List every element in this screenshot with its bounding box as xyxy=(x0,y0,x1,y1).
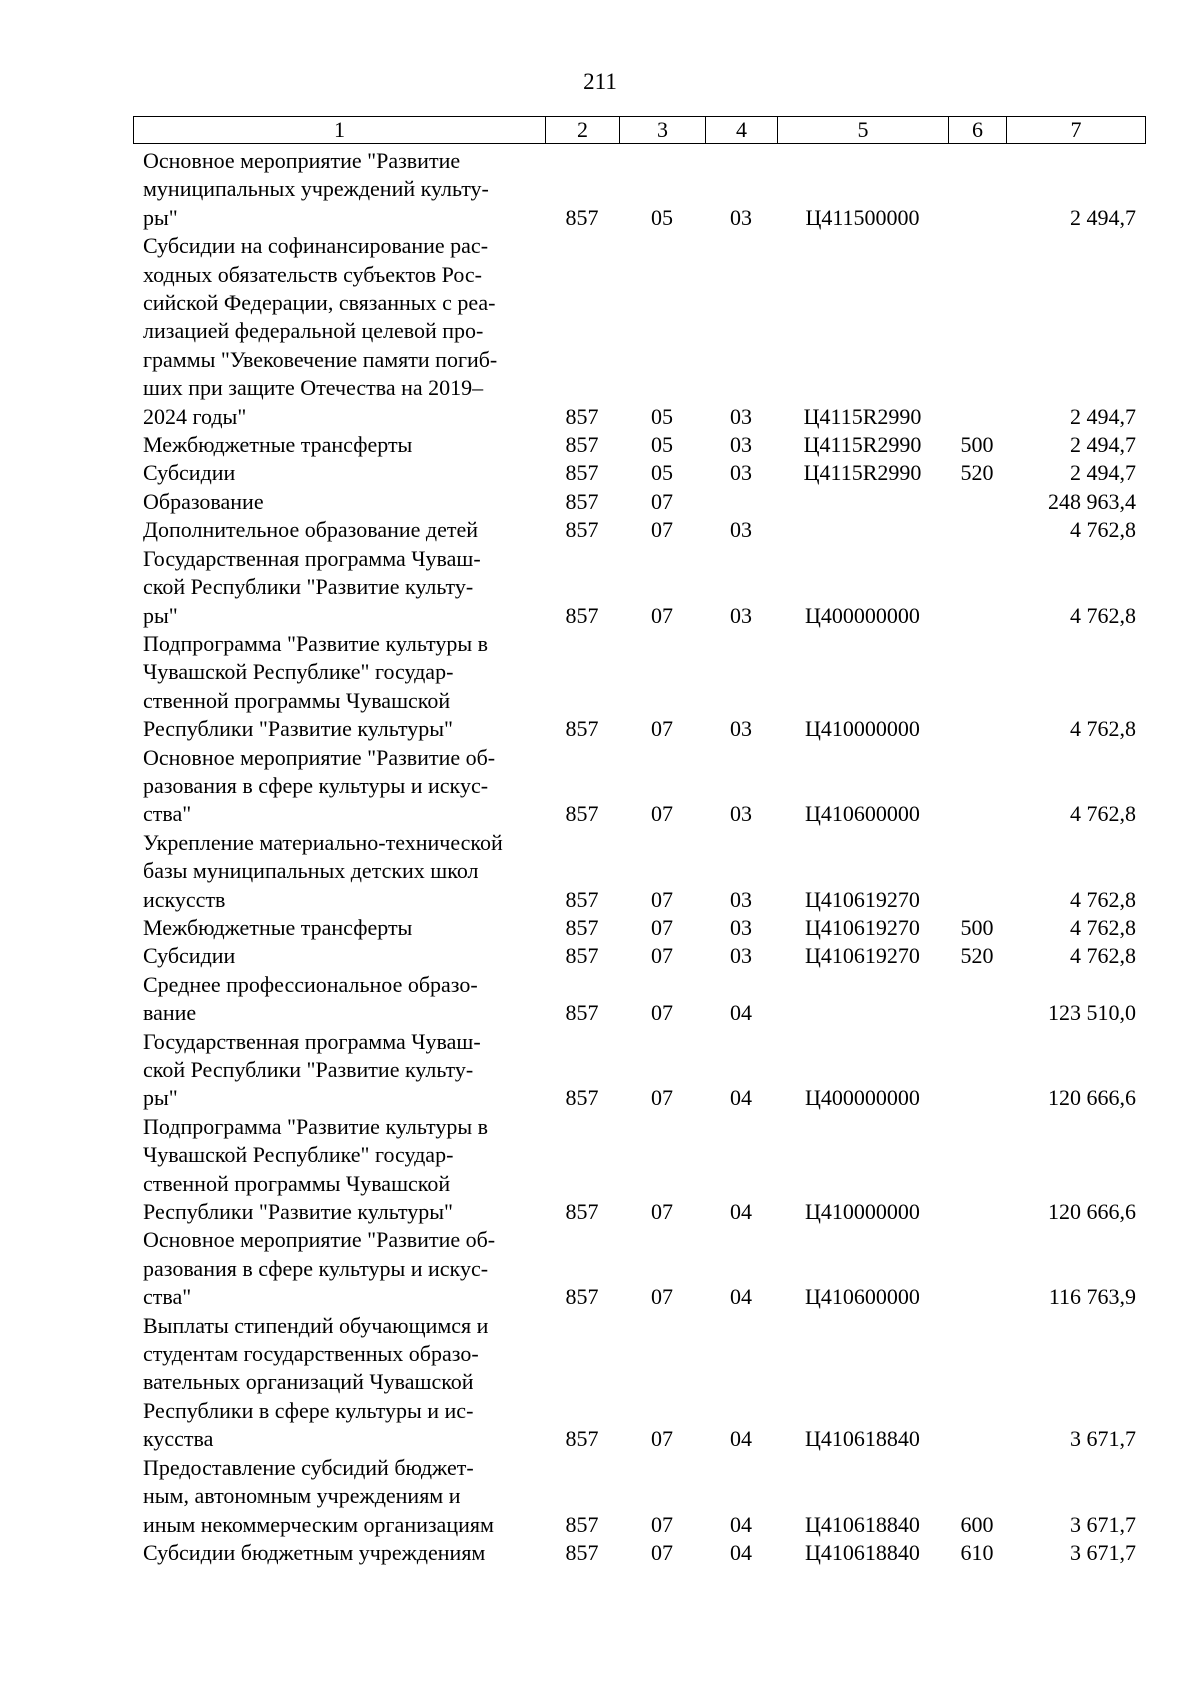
target-item-code-cell: Ц411500000 xyxy=(805,204,920,230)
subsection-code-cell: 04 xyxy=(730,1426,752,1452)
table-row xyxy=(0,1454,1200,1539)
table-row xyxy=(0,942,1200,970)
section-code-cell: 05 xyxy=(651,432,673,458)
amount-cell: 4 762,8 xyxy=(1070,602,1136,628)
row-name: Подпрограмма "Развитие культуры в Чувашской Республике" государ- ственной программы Чувашской Республики "Развитие культуры" xyxy=(143,630,489,742)
table-row xyxy=(0,516,1200,544)
subsection-code-cell: 03 xyxy=(730,517,752,543)
amount-cell: 123 510,0 xyxy=(1048,1000,1136,1026)
ministry-code-cell: 857 xyxy=(565,1426,599,1452)
section-code-cell: 07 xyxy=(651,1426,673,1452)
section-code-cell: 07 xyxy=(651,801,673,827)
section-code-cell: 07 xyxy=(651,602,673,628)
amount-cell: 4 762,8 xyxy=(1070,517,1136,543)
amount-cell: 4 762,8 xyxy=(1070,943,1136,969)
table-row xyxy=(0,829,1200,914)
section-code-cell: 07 xyxy=(651,1539,673,1565)
amount-cell: 4 762,8 xyxy=(1070,886,1136,912)
target-item-code-cell: Ц400000000 xyxy=(805,602,920,628)
ministry-code-cell: 857 xyxy=(565,716,599,742)
row-name: Укрепление материально-технической базы муниципальных детских школ искусств xyxy=(143,829,503,912)
section-code-cell: 07 xyxy=(651,1511,673,1537)
table-row xyxy=(0,232,1200,431)
section-code-cell: 07 xyxy=(651,943,673,969)
section-code-cell: 05 xyxy=(651,403,673,429)
amount-cell: 3 671,7 xyxy=(1070,1539,1136,1565)
ministry-code-cell: 857 xyxy=(565,1539,599,1565)
ministry-code-cell: 857 xyxy=(565,403,599,429)
subsection-code-cell: 04 xyxy=(730,1085,752,1111)
amount-cell: 4 762,8 xyxy=(1070,716,1136,742)
column-header-1: 1 xyxy=(134,117,546,144)
table-row xyxy=(0,459,1200,487)
expense-type-code-cell: 520 xyxy=(960,460,994,486)
section-code-cell: 07 xyxy=(651,1085,673,1111)
subsection-code-cell: 04 xyxy=(730,1000,752,1026)
subsection-code-cell: 03 xyxy=(730,432,752,458)
page-number: 211 xyxy=(583,69,617,94)
column-header-2: 2 xyxy=(546,117,620,144)
row-name: Основное мероприятие "Развитие об- разования в сфере культуры и искус- ства" xyxy=(143,744,496,827)
expense-type-code-cell: 520 xyxy=(960,943,994,969)
ministry-code-cell: 857 xyxy=(565,602,599,628)
subsection-code-cell: 03 xyxy=(730,204,752,230)
table-row xyxy=(0,1113,1200,1227)
section-code-cell: 07 xyxy=(651,716,673,742)
ministry-code-cell: 857 xyxy=(565,460,599,486)
table-row xyxy=(0,1226,1200,1311)
section-code-cell: 07 xyxy=(651,1199,673,1225)
column-header-table xyxy=(133,116,1146,144)
target-item-code-cell: Ц4115R2990 xyxy=(803,403,922,429)
section-code-cell: 05 xyxy=(651,204,673,230)
row-name: Субсидии xyxy=(143,943,236,969)
row-name: Межбюджетные трансферты xyxy=(143,914,413,940)
expense-type-code-cell: 610 xyxy=(960,1539,994,1565)
row-name: Субсидии бюджетным учреждениям xyxy=(143,1539,486,1565)
target-item-code-cell: Ц4115R2990 xyxy=(803,460,922,486)
amount-cell: 2 494,7 xyxy=(1070,204,1136,230)
ministry-code-cell: 857 xyxy=(565,1511,599,1537)
subsection-code-cell: 03 xyxy=(730,602,752,628)
target-item-code-cell: Ц4115R2990 xyxy=(803,432,922,458)
ministry-code-cell: 857 xyxy=(565,1199,599,1225)
column-header-7: 7 xyxy=(1007,117,1146,144)
target-item-code-cell: Ц410000000 xyxy=(805,716,920,742)
subsection-code-cell: 03 xyxy=(730,716,752,742)
amount-cell: 120 666,6 xyxy=(1048,1199,1136,1225)
target-item-code-cell: Ц410619270 xyxy=(805,886,920,912)
table-row xyxy=(0,488,1200,516)
subsection-code-cell: 04 xyxy=(730,1199,752,1225)
section-code-cell: 07 xyxy=(651,914,673,940)
table-row xyxy=(0,545,1200,630)
row-name: Основное мероприятие "Развитие об- разования в сфере культуры и искус- ства" xyxy=(143,1227,496,1310)
ministry-code-cell: 857 xyxy=(565,432,599,458)
subsection-code-cell: 04 xyxy=(730,1539,752,1565)
amount-cell: 116 763,9 xyxy=(1048,1284,1136,1310)
target-item-code-cell: Ц410000000 xyxy=(805,1199,920,1225)
expense-type-code-cell: 500 xyxy=(960,432,994,458)
amount-cell: 2 494,7 xyxy=(1070,460,1136,486)
table-row xyxy=(0,971,1200,1028)
ministry-code-cell: 857 xyxy=(565,1085,599,1111)
amount-cell: 3 671,7 xyxy=(1070,1511,1136,1537)
ministry-code-cell: 857 xyxy=(565,886,599,912)
table-row xyxy=(0,1539,1200,1567)
target-item-code-cell: Ц410600000 xyxy=(805,801,920,827)
ministry-code-cell: 857 xyxy=(565,1000,599,1026)
amount-cell: 4 762,8 xyxy=(1070,914,1136,940)
target-item-code-cell: Ц410600000 xyxy=(805,1284,920,1310)
ministry-code-cell: 857 xyxy=(565,1284,599,1310)
table-row xyxy=(0,914,1200,942)
section-code-cell: 07 xyxy=(651,1284,673,1310)
target-item-code-cell: Ц400000000 xyxy=(805,1085,920,1111)
column-header-6: 6 xyxy=(949,117,1007,144)
row-name: Предоставление субсидий бюджет- ным, автономным учреждениям и иным некоммерческим организациям xyxy=(143,1454,494,1537)
table-body xyxy=(0,147,1200,1567)
column-header-5: 5 xyxy=(778,117,949,144)
row-name: Межбюджетные трансферты xyxy=(143,432,413,458)
row-name: Государственная программа Чуваш- ской Республики "Развитие культу- ры" xyxy=(143,545,481,628)
section-code-cell: 05 xyxy=(651,460,673,486)
subsection-code-cell: 03 xyxy=(730,801,752,827)
target-item-code-cell: Ц410619270 xyxy=(805,943,920,969)
row-name: Субсидии на софинансирование рас- ходных обязательств субъектов Рос- сийской Федерации, связанных с реа- лизацией федеральной целевой про- граммы "Увековечение памяти погиб- ших при защите Отечества на 2019– 2024 годы" xyxy=(143,233,498,429)
amount-cell: 2 494,7 xyxy=(1070,432,1136,458)
subsection-code-cell: 03 xyxy=(730,403,752,429)
table-row xyxy=(0,147,1200,232)
subsection-code-cell: 04 xyxy=(730,1284,752,1310)
section-code-cell: 07 xyxy=(651,488,673,514)
ministry-code-cell: 857 xyxy=(565,204,599,230)
table-row xyxy=(0,744,1200,829)
subsection-code-cell: 03 xyxy=(730,460,752,486)
ministry-code-cell: 857 xyxy=(565,801,599,827)
target-item-code-cell: Ц410618840 xyxy=(805,1539,920,1565)
subsection-code-cell: 03 xyxy=(730,914,752,940)
table-row xyxy=(0,1312,1200,1454)
row-name: Основное мероприятие "Развитие муниципальных учреждений культу- ры" xyxy=(143,148,489,230)
section-code-cell: 07 xyxy=(651,517,673,543)
column-header-4: 4 xyxy=(706,117,778,144)
row-name: Образование xyxy=(143,488,264,514)
subsection-code-cell: 04 xyxy=(730,1511,752,1537)
amount-cell: 248 963,4 xyxy=(1048,488,1136,514)
row-name: Подпрограмма "Развитие культуры в Чувашской Республике" государ- ственной программы Чувашской Республики "Развитие культуры" xyxy=(143,1113,489,1225)
section-code-cell: 07 xyxy=(651,1000,673,1026)
target-item-code-cell: Ц410619270 xyxy=(805,914,920,940)
target-item-code-cell: Ц410618840 xyxy=(805,1511,920,1537)
ministry-code-cell: 857 xyxy=(565,943,599,969)
table-row xyxy=(0,431,1200,459)
expense-type-code-cell: 500 xyxy=(960,914,994,940)
expense-type-code-cell: 600 xyxy=(960,1511,994,1537)
column-header-3: 3 xyxy=(620,117,706,144)
row-name: Выплаты стипендий обучающимся и студентам государственных образо- вательных организаций Чувашской Республики в сфере культуры и ис- кусства xyxy=(143,1312,489,1452)
ministry-code-cell: 857 xyxy=(565,914,599,940)
amount-cell: 4 762,8 xyxy=(1070,801,1136,827)
subsection-code-cell: 03 xyxy=(730,886,752,912)
row-name: Государственная программа Чуваш- ской Республики "Развитие культу- ры" xyxy=(143,1028,481,1111)
ministry-code-cell: 857 xyxy=(565,488,599,514)
row-name: Субсидии xyxy=(143,460,236,486)
table-row xyxy=(0,630,1200,744)
ministry-code-cell: 857 xyxy=(565,517,599,543)
section-code-cell: 07 xyxy=(651,886,673,912)
table-row xyxy=(0,1028,1200,1113)
row-name: Среднее профессиональное образо- вание xyxy=(143,971,478,1026)
amount-cell: 2 494,7 xyxy=(1070,403,1136,429)
row-name: Дополнительное образование детей xyxy=(143,517,479,543)
target-item-code-cell: Ц410618840 xyxy=(805,1426,920,1452)
column-header-row xyxy=(134,117,1146,144)
amount-cell: 3 671,7 xyxy=(1070,1426,1136,1452)
amount-cell: 120 666,6 xyxy=(1048,1085,1136,1111)
subsection-code-cell: 03 xyxy=(730,943,752,969)
